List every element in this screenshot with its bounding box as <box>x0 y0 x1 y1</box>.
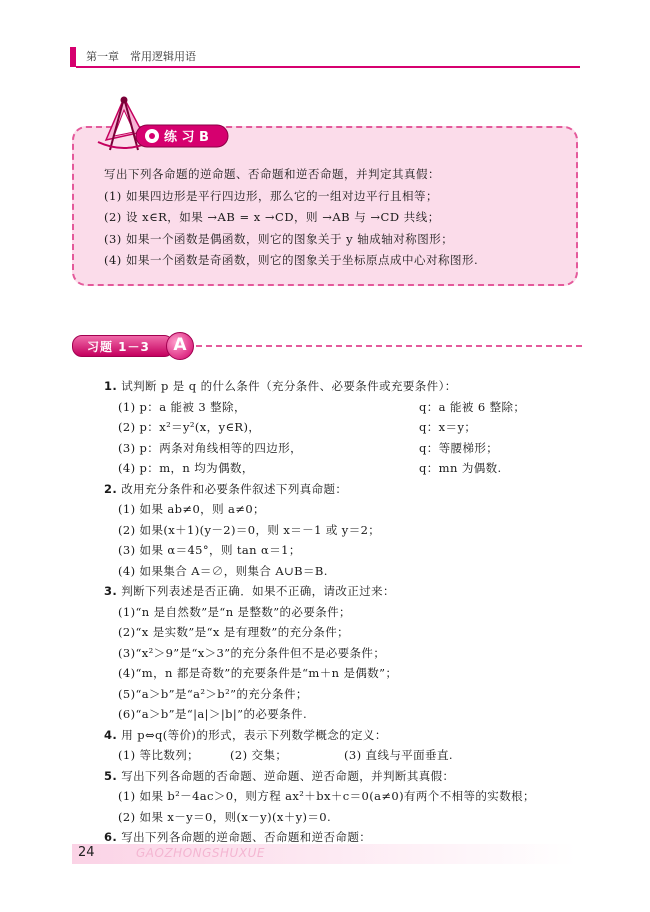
exercise-b-item-2: (2) 设 x∈R，如果 →AB = x →CD，则 →AB 与 →CD 共线； <box>104 210 440 224</box>
problem-1-item-4 <box>104 458 584 479</box>
problem-3-item-6: (6)“a＞b”是“|a|＞|b|”的必要条件. <box>118 707 307 721</box>
problem-text: 写出下列各命题的否命题、逆命题、逆否命题，并判断其真假： <box>121 768 455 783</box>
problem-4-item-3: (3) 直线与平面垂直. <box>344 748 453 762</box>
problem-text: 用 p⇔q(等价)的形式，表示下列数学概念的定义： <box>121 727 387 742</box>
problem-3-item-2: (2)“x 是实数”是“x 是有理数”的充分条件； <box>118 625 350 639</box>
header-rule <box>76 66 580 68</box>
condition-p: (4) p：m，n 均为偶数， <box>118 461 254 475</box>
exercise-b-item-1: (1) 如果四边形是平行四边形，那么它的一组对边平行且相等； <box>104 188 438 203</box>
exercise-b-item-3: (3) 如果一个函数是偶函数，则它的图象关于 y 轴成轴对称图形； <box>104 231 454 246</box>
problem-1-item-1 <box>104 397 584 418</box>
condition-q: q：x＝y； <box>419 420 477 434</box>
exercise-b-content <box>104 164 574 272</box>
problem-text: 判断下列表述是否正确．如果不正确，请改正过来： <box>121 584 395 598</box>
problem-3-stem <box>104 581 584 602</box>
problem-list <box>104 376 584 848</box>
problem-1-item-2 <box>104 417 584 438</box>
problem-number: 1. <box>104 379 118 393</box>
problem-5-stem <box>104 766 584 787</box>
condition-q: q：等腰梯形； <box>419 440 499 455</box>
exercise-b-badge <box>84 92 234 154</box>
problem-3-item-3: (3)“x²＞9”是“x＞3”的充分条件但不是必要条件； <box>118 645 386 660</box>
problem-number: 5. <box>104 768 118 783</box>
problem-4-items <box>104 745 584 766</box>
problem-number: 6. <box>104 830 118 844</box>
exercise-b-label: 练 习 B <box>164 130 209 145</box>
chapter-title: 第一章 常用逻辑用语 <box>86 50 196 63</box>
problem-5-item-2: (2) 如果 x－y＝0，则(x－y)(x＋y)＝0. <box>118 809 332 824</box>
condition-p: (2) p：x²＝y²(x，y∈R)， <box>118 420 261 434</box>
exercise-b-stem: 写出下列各命题的逆命题、否命题和逆否命题，并判定其真假： <box>104 167 440 181</box>
chapter-header <box>70 45 580 67</box>
condition-q: q：a 能被 6 整除； <box>419 399 526 414</box>
section-banner <box>72 332 582 360</box>
section-title-pill <box>72 335 174 357</box>
header-accent-bar <box>70 47 76 67</box>
page-number: 24 <box>78 845 95 860</box>
condition-p: (1) p：a 能被 3 整除， <box>118 399 246 414</box>
problem-3-item-1: (1)“n 是自然数”是“n 是整数”的必要条件； <box>118 604 351 619</box>
section-letter: A <box>173 335 187 355</box>
problem-2-item-2: (2) 如果(x＋1)(y－2)＝0，则 x＝－1 或 y＝2； <box>118 522 381 537</box>
problem-1-stem <box>104 376 584 397</box>
problem-2-stem <box>104 479 584 500</box>
page-footer <box>72 842 582 866</box>
problem-2-item-3: (3) 如果 α＝45°，则 tan α＝1； <box>118 543 301 557</box>
problem-5-item-1: (1) 如果 b²－4ac＞0，则方程 ax²＋bx＋c＝0(a≠0)有两个不相等的实数根； <box>118 789 535 803</box>
problem-4-stem <box>104 725 584 746</box>
problem-number: 3. <box>104 584 118 598</box>
problem-4-item-2: (2) 交集； <box>230 748 288 762</box>
section-dashed-rule <box>196 345 582 347</box>
problem-3-item-5: (5)“a＞b”是“a²＞b²”的充分条件； <box>118 686 308 701</box>
section-title: 习题 1－3 <box>87 340 150 354</box>
problem-1-item-3 <box>104 438 584 459</box>
section-letter-badge <box>166 332 194 360</box>
problem-text: 写出下列各命题的逆命题、否命题和逆否命题： <box>121 830 372 844</box>
problem-2-item-1: (1) 如果 ab≠0，则 a≠0； <box>118 502 265 516</box>
exercise-b-item-4: (4) 如果一个函数是奇函数，则它的图象关于坐标原点成中心对称图形. <box>104 253 479 267</box>
problem-2-item-4: (4) 如果集合 A＝∅，则集合 A∪B＝B. <box>118 563 328 578</box>
problem-text: 试判断 p 是 q 的什么条件（充分条件、必要条件或充要条件）： <box>121 379 457 393</box>
problem-text: 改用充分条件和必要条件叙述下列真命题： <box>121 481 348 496</box>
problem-number: 4. <box>104 727 118 742</box>
problem-4-item-1: (1) 等比数列； <box>118 748 200 762</box>
problem-3-item-4: (4)“m，n 都是奇数”的充要条件是“m＋n 是偶数”； <box>118 666 398 680</box>
condition-q: q：mn 为偶数. <box>419 461 502 475</box>
footer-brand: GAOZHONGSHUXUE <box>136 846 265 860</box>
problem-number: 2. <box>104 481 118 496</box>
condition-p: (3) p：两条对角线相等的四边形， <box>118 440 303 455</box>
